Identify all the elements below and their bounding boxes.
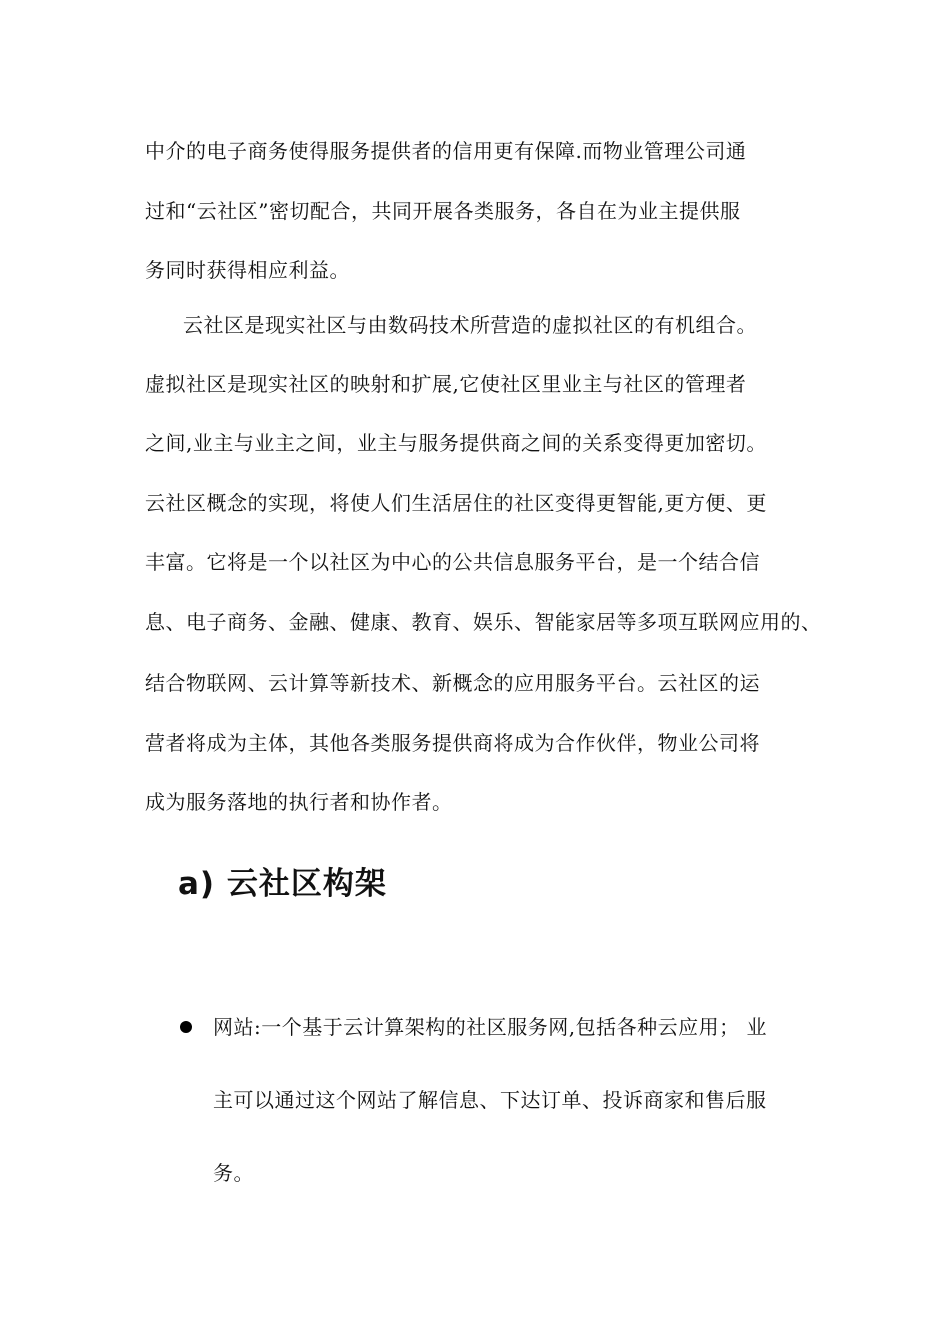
paragraph-2-line-5: 丰富。它将是一个以社区为中心的公共信息服务平台，是一个结合信 bbox=[145, 550, 760, 574]
paragraph-2-line-6: 息、电子商务、金融、健康、教育、娱乐、智能家居等多项互联网应用的、 bbox=[145, 610, 822, 634]
paragraph-2-line-2: 虚拟社区是现实社区的映射和扩展,它使社区里业主与社区的管理者 bbox=[145, 372, 747, 396]
paragraph-2-line-4: 云社区概念的实现，将使人们生活居住的社区变得更智能,更方便、更 bbox=[145, 491, 767, 515]
paragraph-2-line-9: 成为服务落地的执行者和协作者。 bbox=[145, 790, 453, 814]
section-heading: a) 云社区构架 bbox=[178, 866, 387, 902]
bullet-line-2: 主可以通过这个网站了解信息、下达订单、投诉商家和售后服 bbox=[213, 1088, 767, 1112]
paragraph-1-line-3: 务同时获得相应利益。 bbox=[145, 258, 350, 282]
paragraph-2-line-1: 云社区是现实社区与由数码技术所营造的虚拟社区的有机组合。 bbox=[183, 313, 757, 337]
paragraph-2-line-8: 营者将成为主体，其他各类服务提供商将成为合作伙伴，物业公司将 bbox=[145, 731, 760, 755]
bullet-line-1: 网站:一个基于云计算架构的社区服务网,包括各种云应用； 业 bbox=[213, 1015, 767, 1039]
paragraph-1-line-1: 中介的电子商务使得服务提供者的信用更有保障.而物业管理公司通 bbox=[145, 139, 747, 163]
paragraph-2-line-7: 结合物联网、云计算等新技术、新概念的应用服务平台。云社区的运 bbox=[145, 671, 760, 695]
paragraph-1-line-2: 过和“云社区”密切配合，共同开展各类服务，各自在为业主提供服 bbox=[145, 199, 741, 223]
paragraph-2-line-3: 之间,业主与业主之间，业主与服务提供商之间的关系变得更加密切。 bbox=[145, 431, 767, 455]
bullet-icon bbox=[180, 1021, 192, 1033]
bullet-line-3: 务。 bbox=[213, 1161, 254, 1185]
